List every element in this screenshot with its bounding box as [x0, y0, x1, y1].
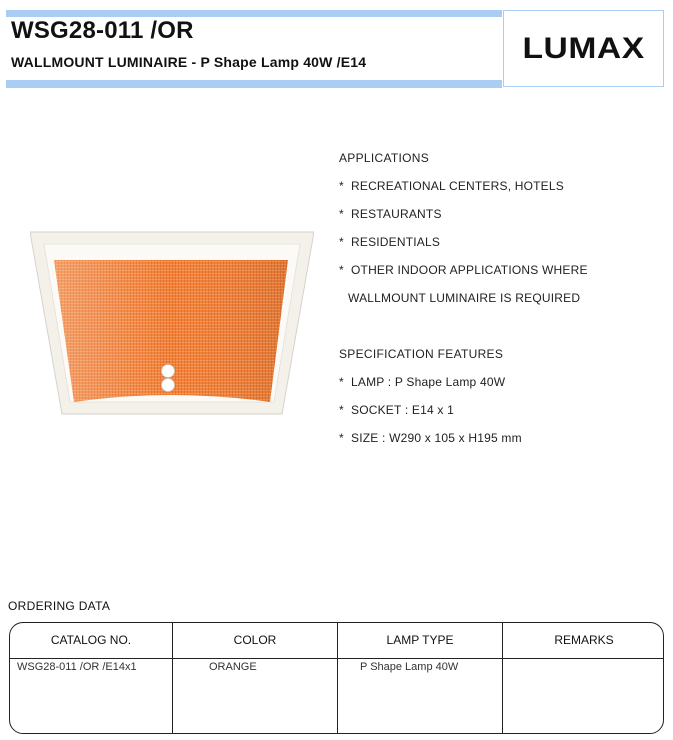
application-item: * RESIDENTIALS	[339, 235, 441, 249]
application-item: * RECREATIONAL CENTERS, HOTELS	[339, 179, 564, 193]
product-code-title: WSG28-011 /OR	[11, 17, 194, 44]
brand-logo-box	[503, 10, 664, 87]
cell-lamp-type: P Shape Lamp 40W	[360, 661, 459, 673]
application-item: * RESTAURANTS	[339, 207, 442, 221]
column-header-color: COLOR	[233, 633, 277, 647]
wall-lamp-image	[30, 230, 314, 416]
applications-section	[339, 150, 588, 318]
lamp-knob-top	[162, 365, 175, 378]
column-header-catalog: CATALOG NO.	[50, 633, 132, 647]
spec-item-socket: * SOCKET : E14 x 1	[339, 403, 455, 417]
ordering-data-title: ORDERING DATA	[8, 599, 111, 613]
spec-item-size: * SIZE : W290 x 105 x H195 mm	[339, 431, 522, 445]
specification-heading: SPECIFICATION FEATURES	[339, 347, 504, 361]
ordering-table	[9, 622, 664, 734]
application-item-continuation: WALLMOUNT LUMINAIRE IS REQUIRED	[348, 291, 581, 305]
spec-item-lamp: * LAMP : P Shape Lamp 40W	[339, 375, 506, 389]
column-header-remarks: REMARKS	[554, 633, 614, 647]
header-top-band	[6, 10, 502, 17]
cell-color: ORANGE	[209, 661, 257, 673]
application-item: * OTHER INDOOR APPLICATIONS WHERE	[339, 263, 588, 277]
header-bottom-band	[6, 80, 502, 88]
applications-heading: APPLICATIONS	[339, 151, 430, 165]
column-header-lamp-type: LAMP TYPE	[386, 633, 454, 647]
specification-section	[339, 346, 522, 458]
lamp-knob-bottom	[162, 379, 175, 392]
brand-logo: LUMAX	[522, 31, 645, 65]
cell-catalog-no: WSG28-011 /OR /E14x1	[17, 661, 137, 673]
product-subtitle: WALLMOUNT LUMINAIRE - P Shape Lamp 40W /E14	[11, 54, 367, 70]
